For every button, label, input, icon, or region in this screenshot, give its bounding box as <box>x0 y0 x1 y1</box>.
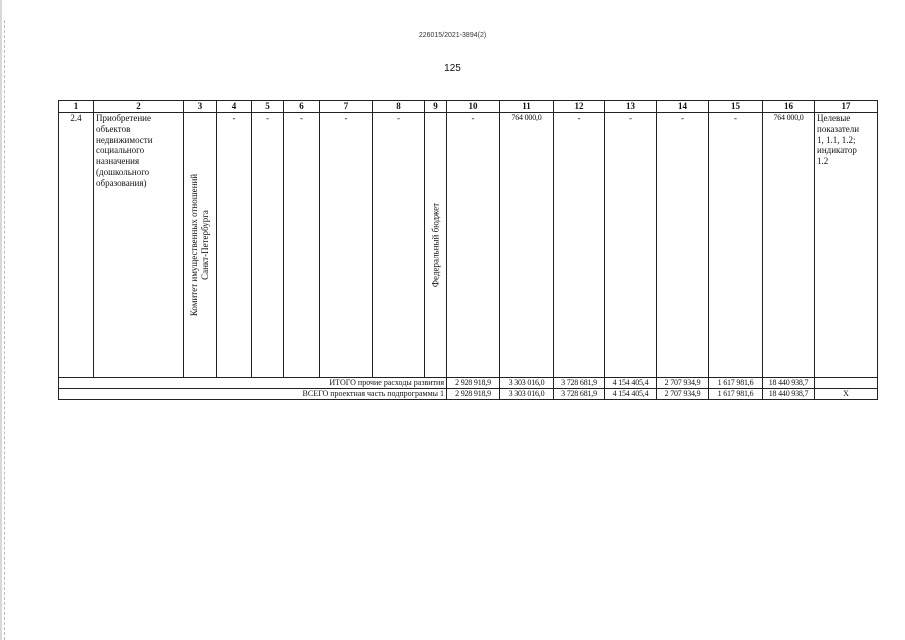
cell-col15: - <box>709 113 763 378</box>
indicator-line: 1, 1.1, 1.2; <box>817 134 856 145</box>
indicator-line: 1.2 <box>817 156 829 167</box>
description-line: социального <box>96 145 145 156</box>
header-cell-8: 8 <box>373 101 425 113</box>
scan-edge-dashed <box>4 20 6 640</box>
total-last-cell <box>815 378 878 389</box>
header-cell-13: 13 <box>605 101 657 113</box>
total-value: 2 707 934,9 <box>657 378 709 389</box>
row-indicators <box>815 113 878 378</box>
header-cell-9: 9 <box>425 101 447 113</box>
total-value: 2 707 934,9 <box>657 389 709 400</box>
indicator-line: показатели <box>817 123 860 134</box>
total-label: ИТОГО прочие расходы развития <box>59 378 447 389</box>
header-cell-7: 7 <box>320 101 373 113</box>
header-cell-5: 5 <box>252 101 284 113</box>
cell-col12: - <box>554 113 605 378</box>
header-cell-15: 15 <box>709 101 763 113</box>
total-value: 2 928 918,9 <box>447 389 500 400</box>
executor-text <box>189 174 211 316</box>
total-row-project-part <box>59 389 878 400</box>
total-label: ВСЕГО проектная часть подпрограммы 1 <box>59 389 447 400</box>
cell-col5: - <box>252 113 284 378</box>
row-funding-source <box>425 113 447 378</box>
total-value: 1 617 981,6 <box>709 389 763 400</box>
budget-table <box>58 100 878 400</box>
row-description <box>94 113 184 378</box>
header-cell-12: 12 <box>554 101 605 113</box>
header-cell-6: 6 <box>284 101 320 113</box>
cell-col8: - <box>373 113 425 378</box>
header-cell-1: 1 <box>59 101 94 113</box>
header-cell-17: 17 <box>815 101 878 113</box>
header-cell-16: 16 <box>763 101 815 113</box>
indicator-line: индикатор <box>817 145 857 156</box>
description-line: Приобретение <box>96 113 151 123</box>
cell-col14: - <box>657 113 709 378</box>
header-cell-14: 14 <box>657 101 709 113</box>
cell-col7: - <box>320 113 373 378</box>
cell-col4: - <box>217 113 252 378</box>
scan-edge <box>0 0 2 640</box>
total-value: 3 303 016,0 <box>500 378 554 389</box>
page-number: 125 <box>444 63 461 74</box>
cell-col6: - <box>284 113 320 378</box>
cell-col10: - <box>447 113 500 378</box>
description-line: недвижимости <box>96 134 153 145</box>
description-line: (дошкольного <box>96 166 150 177</box>
executor-line: Комитет имущественных отношений <box>189 173 200 317</box>
total-value: 4 154 405,4 <box>605 378 657 389</box>
document-code: 226015/2021-3894(2) <box>418 32 487 39</box>
total-row-other-expenses <box>59 378 878 389</box>
table-row <box>59 113 878 378</box>
total-value: 18 440 938,7 <box>763 378 815 389</box>
executor-line: Санкт-Петербурга <box>200 210 210 280</box>
total-value: 2 928 918,9 <box>447 378 500 389</box>
funding-source-text: Федеральный бюджет <box>430 202 441 288</box>
header-cell-11: 11 <box>500 101 554 113</box>
cell-col11: 764 000,0 <box>500 113 554 378</box>
header-cell-4: 4 <box>217 101 252 113</box>
indicator-line: Целевые <box>817 113 851 123</box>
row-executor <box>184 113 217 378</box>
cell-col16: 764 000,0 <box>763 113 815 378</box>
header-row <box>59 101 878 113</box>
row-number: 2.4 <box>59 113 94 378</box>
total-value: 3 728 681,9 <box>554 389 605 400</box>
description-line: образования) <box>96 177 147 188</box>
total-value: 3 728 681,9 <box>554 378 605 389</box>
description-line: назначения <box>96 156 140 167</box>
header-cell-10: 10 <box>447 101 500 113</box>
total-value: 18 440 938,7 <box>763 389 815 400</box>
total-value: 1 617 981,6 <box>709 378 763 389</box>
total-value: 4 154 405,4 <box>605 389 657 400</box>
cell-col13: - <box>605 113 657 378</box>
header-cell-3: 3 <box>184 101 217 113</box>
header-cell-2: 2 <box>94 101 184 113</box>
total-last-cell: Х <box>815 389 878 400</box>
total-value: 3 303 016,0 <box>500 389 554 400</box>
description-line: объектов <box>96 123 131 134</box>
